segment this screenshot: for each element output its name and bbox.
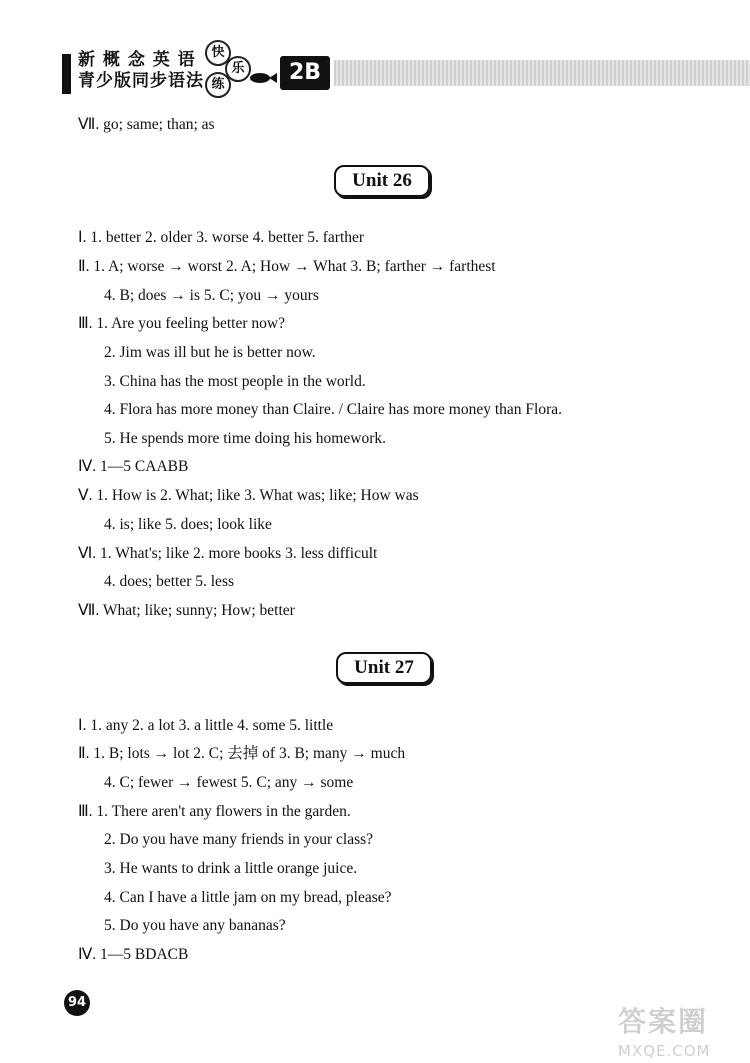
unit27-line: 5. Do you have any bananas? (104, 917, 286, 934)
watermark-logo (618, 1000, 744, 1060)
prev-section-line: Ⅶ. go; same; than; as (78, 116, 215, 133)
unit26-line: 2. Jim was ill but he is better now. (104, 344, 316, 361)
unit26-line: 3. China has the most people in the world. (104, 373, 366, 390)
unit26-line: Ⅶ. What; like; sunny; How; better (78, 602, 295, 619)
watermark-url: MXQE.COM (618, 1042, 711, 1060)
book-series-title (78, 50, 204, 92)
page-number: 94 (64, 990, 90, 1016)
unit26-line: 4. B; does → is 5. C; you → yours (104, 287, 319, 304)
badge-le: 乐 (225, 56, 251, 82)
series-title-line1: 新 概 念 英 语 (78, 50, 196, 70)
unit26-line: 4. does; better 5. less (104, 573, 235, 590)
unit26-line: 5. He spends more time doing his homework. (104, 430, 386, 447)
unit26-line: Ⅴ. 1. How is 2. What; like 3. What was; like; How was (78, 487, 419, 504)
series-title-line2: 青少版同步语法 (78, 71, 204, 91)
unit26-line: Ⅱ. 1. A; worse → worst 2. A; How → What 3. B; farther → farthest (78, 258, 496, 275)
fish-icon (248, 72, 278, 84)
unit27-line: 4. Can I have a little jam on my bread, please? (104, 889, 392, 906)
unit26-line: Ⅵ. 1. What's; like 2. more books 3. less difficult (78, 545, 378, 562)
unit27-line: 3. He wants to drink a little orange juice. (104, 860, 358, 877)
unit26-line: Ⅰ. 1. better 2. older 3. worse 4. better 5. farther (78, 229, 365, 246)
watermark-text: 答案圈 (618, 1005, 709, 1038)
book-level-label: 2B (280, 56, 330, 90)
unit26-line: Ⅲ. 1. Are you feeling better now? (78, 315, 285, 332)
unit-27-title (336, 652, 432, 684)
badge-lian: 练 (205, 72, 231, 98)
unit27-line: Ⅳ. 1—5 BDACB (78, 946, 189, 963)
header-bar (62, 54, 71, 94)
unit26-line: Ⅳ. 1—5 CAABB (78, 458, 189, 475)
unit-27-title-text: Unit 27 (354, 657, 414, 678)
unit26-line: 4. is; like 5. does; look like (104, 516, 272, 533)
unit27-line: 4. C; fewer → fewest 5. C; any → some (104, 774, 354, 791)
unit26-line: 4. Flora has more money than Claire. / Claire has more money than Flora. (104, 401, 562, 418)
unit27-line: Ⅲ. 1. There aren't any flowers in the garden. (78, 803, 351, 820)
header-strip (334, 60, 750, 86)
unit27-line: 2. Do you have many friends in your class? (104, 831, 374, 848)
page-header (62, 46, 750, 100)
badge-kuai: 快 (205, 40, 231, 66)
unit27-line: Ⅰ. 1. any 2. a lot 3. a little 4. some 5. little (78, 717, 334, 734)
unit-26-title (334, 165, 430, 197)
unit27-line: Ⅱ. 1. B; lots → lot 2. C; 去掉 of 3. B; many → much (78, 745, 406, 762)
unit-26-title-text: Unit 26 (352, 170, 412, 191)
